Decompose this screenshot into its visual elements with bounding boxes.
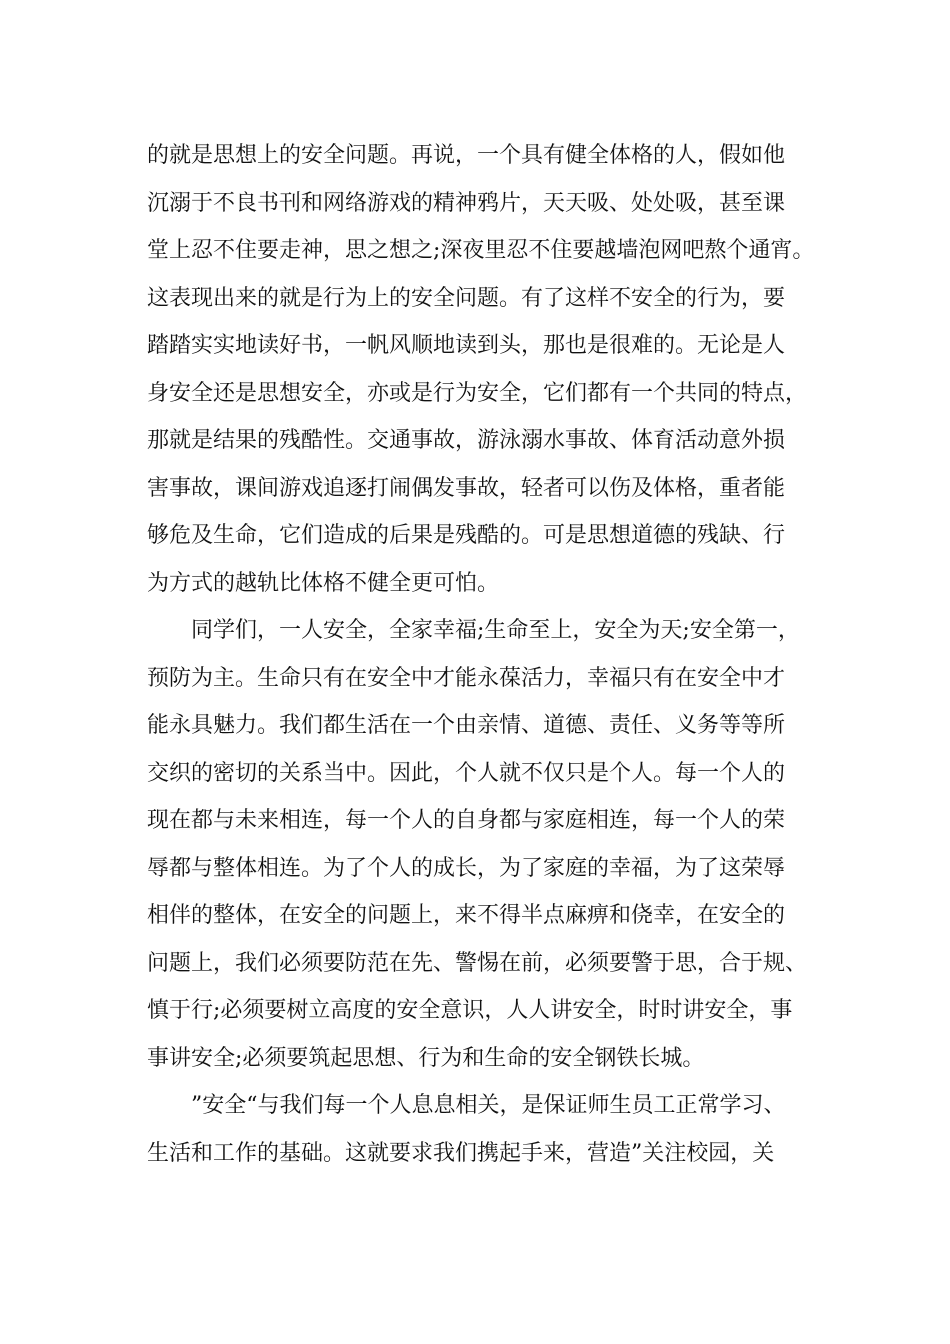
paragraph-2-line-3: 能永具魅力。我们都生活在一个由亲情、道德、责任、义务等等所 [147,713,786,738]
paragraph-3-line-2: 生活和工作的基础。这就要求我们携起手来，营造”关注校园，关 [147,1140,775,1166]
paragraph-1-line-3: 堂上忍不住要走神，思之想之;深夜里忍不住要越墙泡网吧熬个通宵。 [147,238,815,263]
paragraph-1-line-8: 害事故，课间游戏追逐打闹偶发事故，轻者可以伤及体格，重者能 [147,475,786,501]
paragraph-1-line-1: 的就是思想上的安全问题。再说，一个具有健全体格的人，假如他 [147,143,786,168]
paragraph-2-line-9: 慎于行;必须要树立高度的安全意识，人人讲安全，时时讲安全，事 [147,998,793,1023]
paragraph-1-line-6: 身安全还是思想安全，亦或是行为安全，它们都有一个共同的特点， [147,380,808,406]
paragraph-2-line-6: 辱都与整体相连。为了个人的成长，为了家庭的幸福，为了这荣辱 [147,855,786,881]
paragraph-2-line-8: 问题上，我们必须要防范在先、警惕在前，必须要警于思，合于规、 [147,950,808,976]
paragraph-2-line-10: 事讲安全;必须要筑起思想、行为和生命的安全钢铁长城。 [147,1045,705,1071]
document-body [147,132,837,1177]
paragraph-2-line-7: 相伴的整体，在安全的问题上，来不得半点麻痹和侥幸，在安全的 [147,903,786,928]
paragraph-1-line-9: 够危及生命，它们造成的后果是残酷的。可是思想道德的残缺、行 [147,523,786,548]
paragraph-1-line-4: 这表现出来的就是行为上的安全问题。有了这样不安全的行为，要 [147,285,786,311]
paragraph-1-line-5: 踏踏实实地读好书，一帆风顺地读到头，那也是很难的。无论是人 [147,333,786,358]
paragraph-1-line-7: 那就是结果的残酷性。交通事故，游泳溺水事故、体育活动意外损 [147,428,786,453]
paragraph-2-line-1: 同学们，一人安全，全家幸福;生命至上，安全为天;安全第一， [191,618,800,643]
paragraph-1-line-10: 为方式的越轨比体格不健全更可怕。 [147,570,500,596]
paragraph-1-line-2: 沉溺于不良书刊和网络游戏的精神鸦片，天天吸、处处吸，甚至课 [147,190,786,216]
paragraph-3-line-1: ”安全“与我们每一个人息息相关，是保证师生员工正常学习、 [191,1093,786,1118]
paragraph-2-line-4: 交织的密切的关系当中。因此，个人就不仅只是个人。每一个人的 [147,760,786,786]
paragraph-2-line-5: 现在都与未来相连，每一个人的自身都与家庭相连，每一个人的荣 [147,808,786,833]
paragraph-2-line-2: 预防为主。生命只有在安全中才能永葆活力，幸福只有在安全中才 [147,665,786,691]
